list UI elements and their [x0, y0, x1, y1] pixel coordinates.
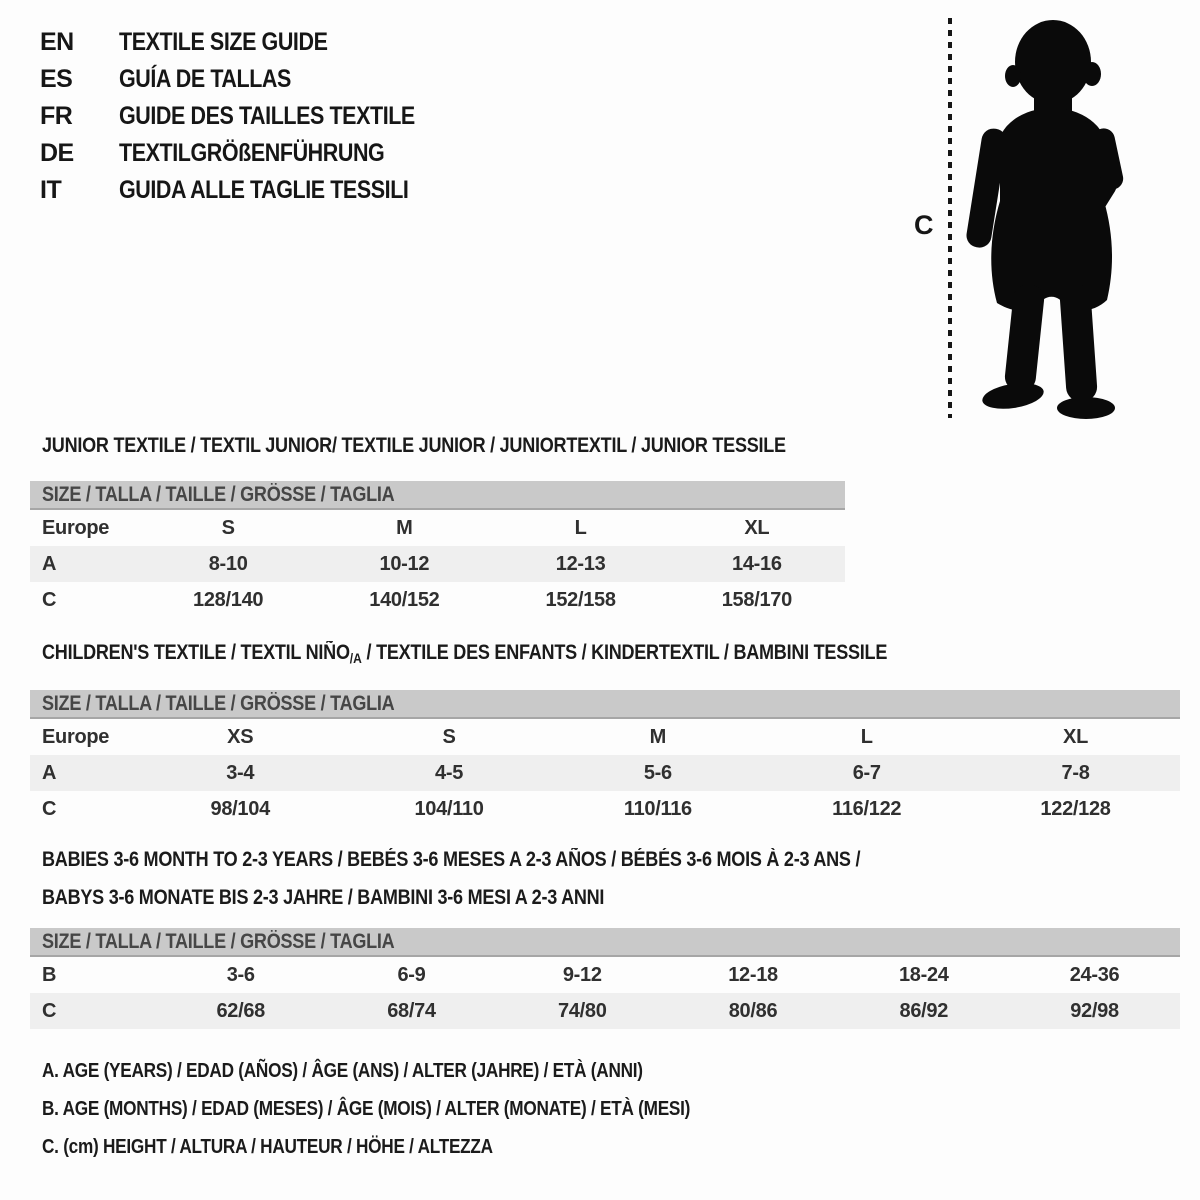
language-code: ES — [40, 65, 73, 93]
legend-line-a: A. AGE (YEARS) / EDAD (AÑOS) / ÂGE (ANS) / ALTER (JAHRE) / ETÀ (ANNI) — [42, 1060, 643, 1082]
size-value-cell: 86/92 — [899, 999, 949, 1022]
guide-title: GUIDE DES TAILLES TEXTILE — [119, 102, 415, 130]
size-value-cell: 92/98 — [1070, 999, 1119, 1022]
row-label-cell: A — [42, 552, 57, 575]
junior-title-text: JUNIOR TEXTILE / TEXTIL JUNIOR/ TEXTILE JUNIOR / JUNIORTEXTIL / JUNIOR TESSILE — [42, 434, 786, 457]
size-value-cell: XS — [227, 725, 254, 748]
row-label-cell: C — [42, 999, 57, 1022]
children-size-table — [30, 690, 1180, 827]
size-value-cell: 104/110 — [414, 797, 484, 820]
size-value-cell: 110/116 — [623, 797, 692, 820]
guide-title: TEXTILGRÖßENFÜHRUNG — [119, 139, 385, 167]
row-label-cell: A — [42, 761, 57, 784]
guide-title: GUÍA DE TALLAS — [119, 65, 291, 93]
legend-line-c: C. (cm) HEIGHT / ALTURA / HAUTEUR / HÖHE / ALTEZZA — [42, 1136, 493, 1158]
table-row — [30, 957, 1180, 993]
language-code: DE — [40, 139, 74, 167]
table-row — [30, 582, 845, 618]
guide-title: TEXTILE SIZE GUIDE — [119, 28, 328, 56]
size-value-cell: 12-13 — [555, 552, 606, 575]
language-row — [40, 139, 463, 176]
language-code: IT — [40, 176, 62, 204]
size-value-cell: 116/122 — [832, 797, 902, 820]
row-label-cell: Europe — [42, 725, 110, 748]
size-header-text: SIZE / TALLA / TAILLE / GRÖSSE / TAGLIA — [42, 691, 395, 715]
size-value-cell: 18-24 — [898, 963, 949, 986]
size-value-cell: 98/104 — [210, 797, 270, 820]
size-header-text: SIZE / TALLA / TAILLE / GRÖSSE / TAGLIA — [42, 482, 395, 506]
table-row — [30, 546, 845, 582]
size-value-cell: M — [649, 725, 667, 748]
size-value-cell: 68/74 — [387, 999, 436, 1022]
height-dashed-line-icon — [948, 18, 952, 418]
size-value-cell: 12-18 — [728, 963, 778, 986]
guide-title: GUIDA ALLE TAGLIE TESSILI — [119, 176, 409, 204]
size-value-cell: 3-4 — [226, 761, 255, 784]
junior-size-table — [30, 481, 845, 618]
size-value-cell: L — [574, 516, 587, 539]
table-row — [30, 510, 845, 546]
language-title-list — [40, 28, 463, 213]
size-header-bar — [30, 690, 1180, 719]
babies-section-title — [42, 841, 993, 917]
size-header-bar — [30, 481, 845, 510]
size-value-cell: L — [860, 725, 873, 748]
size-value-cell: 4-5 — [435, 761, 464, 784]
language-row — [40, 28, 463, 65]
row-label-cell: C — [42, 797, 57, 820]
row-label-cell: C — [42, 588, 57, 611]
size-value-cell: 152/158 — [545, 588, 616, 611]
height-measure-label: C — [914, 210, 934, 240]
size-value-cell: 140/152 — [369, 588, 440, 611]
size-value-cell: XL — [1063, 725, 1088, 748]
row-label-cell: B — [42, 963, 57, 986]
height-figure — [900, 14, 1190, 422]
babies-title-line1: BABIES 3-6 MONTH TO 2-3 YEARS / BEBÉS 3-6 MESES A 2-3 AÑOS / BÉBÉS 3-6 MOIS À 2-3 ANS / — [42, 848, 861, 871]
row-label-cell: Europe — [42, 516, 110, 539]
size-value-cell: 8-10 — [208, 552, 248, 575]
language-row — [40, 102, 463, 139]
nino-a-subscript: /A — [349, 650, 362, 666]
children-title-text: CHILDREN'S TEXTILE / TEXTIL NIÑO/A / TEXTILE DES ENFANTS / KINDERTEXTIL / BAMBINI TESSILE — [42, 641, 888, 666]
size-value-cell: 9-12 — [562, 963, 602, 986]
size-value-cell: 7-8 — [1061, 761, 1090, 784]
size-value-cell: S — [221, 516, 235, 539]
size-value-cell: S — [442, 725, 456, 748]
language-row — [40, 65, 463, 102]
table-row — [30, 755, 1180, 791]
babies-size-table — [30, 928, 1180, 1029]
size-value-cell: 122/128 — [1040, 797, 1111, 820]
children-section-title — [42, 641, 1025, 665]
size-value-cell: 3-6 — [226, 963, 255, 986]
table-row — [30, 719, 1180, 755]
size-value-cell: 80/86 — [728, 999, 778, 1022]
size-value-cell: 24-36 — [1069, 963, 1120, 986]
babies-title-line2: BABYS 3-6 MONATE BIS 2-3 JAHRE / BAMBINI 3-6 MESI A 2-3 ANNI — [42, 886, 605, 909]
table-row — [30, 993, 1180, 1029]
size-value-cell: 62/68 — [216, 999, 265, 1022]
language-code: FR — [40, 102, 73, 130]
size-value-cell: 10-12 — [379, 552, 430, 575]
size-value-cell: 128/140 — [193, 588, 264, 611]
toddler-silhouette-icon — [964, 16, 1139, 420]
size-value-cell: 158/170 — [721, 588, 792, 611]
language-row — [40, 176, 463, 213]
table-row — [30, 791, 1180, 827]
language-code: EN — [40, 28, 74, 56]
legend-line-b: B. AGE (MONTHS) / EDAD (MESES) / ÂGE (MOIS) / ALTER (MONATE) / ETÀ (MESI) — [42, 1098, 691, 1120]
measure-legend — [42, 1060, 796, 1174]
junior-section-title — [42, 434, 907, 458]
size-header-bar — [30, 928, 1180, 957]
size-value-cell: 74/80 — [557, 999, 607, 1022]
size-value-cell: 6-7 — [852, 761, 881, 784]
size-value-cell: 5-6 — [643, 761, 672, 784]
size-value-cell: 14-16 — [732, 552, 782, 575]
size-value-cell: 6-9 — [397, 963, 426, 986]
size-header-text: SIZE / TALLA / TAILLE / GRÖSSE / TAGLIA — [42, 929, 395, 953]
size-value-cell: M — [396, 516, 413, 539]
size-value-cell: XL — [744, 516, 770, 539]
